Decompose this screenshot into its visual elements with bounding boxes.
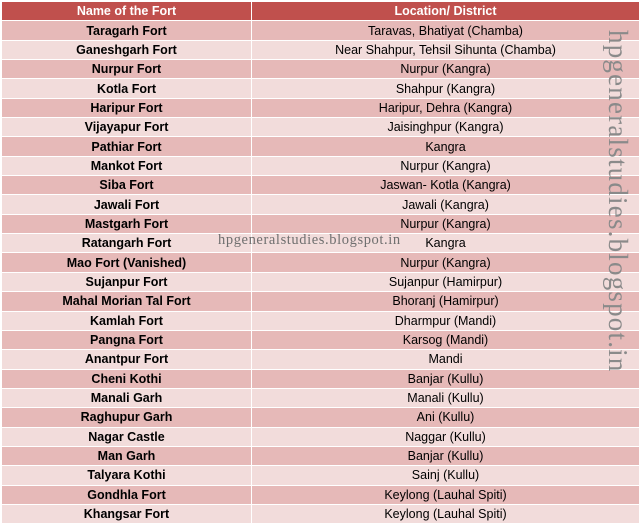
fort-name-cell: Pathiar Fort: [2, 137, 252, 156]
fort-name-cell: Nagar Castle: [2, 427, 252, 446]
table-row: [2, 388, 640, 407]
fort-name-cell: Talyara Kothi: [2, 466, 252, 485]
fort-name-cell: Mahal Morian Tal Fort: [2, 292, 252, 311]
table-row: [2, 272, 640, 291]
location-cell: Kangra: [252, 234, 640, 253]
location-cell: Keylong (Lauhal Spiti): [252, 485, 640, 504]
location-cell: Banjar (Kullu): [252, 446, 640, 465]
table-row: [2, 40, 640, 59]
location-cell: Kangra: [252, 137, 640, 156]
table-row: [2, 504, 640, 523]
table-row: [2, 292, 640, 311]
table-body: [2, 21, 640, 524]
fort-name-cell: Raghupur Garh: [2, 408, 252, 427]
fort-name-cell: Khangsar Fort: [2, 504, 252, 523]
fort-name-cell: Haripur Fort: [2, 98, 252, 117]
table-row: [2, 195, 640, 214]
table-row: [2, 98, 640, 117]
location-cell: Sujanpur (Hamirpur): [252, 272, 640, 291]
location-cell: Ani (Kullu): [252, 408, 640, 427]
location-cell: Jaisinghpur (Kangra): [252, 118, 640, 137]
table-row: [2, 60, 640, 79]
location-cell: Near Shahpur, Tehsil Sihunta (Chamba): [252, 40, 640, 59]
table-row: [2, 21, 640, 40]
table-row: [2, 466, 640, 485]
fort-name-cell: Kotla Fort: [2, 79, 252, 98]
fort-name-cell: Man Garh: [2, 446, 252, 465]
location-cell: Sainj (Kullu): [252, 466, 640, 485]
fort-name-cell: Gondhla Fort: [2, 485, 252, 504]
location-cell: Jaswan- Kotla (Kangra): [252, 176, 640, 195]
location-cell: Nurpur (Kangra): [252, 214, 640, 233]
location-cell: Manali (Kullu): [252, 388, 640, 407]
fort-name-cell: Jawali Fort: [2, 195, 252, 214]
fort-name-cell: Manali Garh: [2, 388, 252, 407]
watermark-vertical: hpgeneralstudies.blogspot.in: [603, 30, 633, 373]
watermark-horizontal: hpgeneralstudies.blogspot.in: [218, 232, 401, 248]
fort-name-cell: Mao Fort (Vanished): [2, 253, 252, 272]
location-cell: Bhoranj (Hamirpur): [252, 292, 640, 311]
fort-name-cell: Anantpur Fort: [2, 350, 252, 369]
location-cell: Nurpur (Kangra): [252, 156, 640, 175]
fort-name-cell: Ratangarh Fort: [2, 234, 252, 253]
fort-name-cell: Mastgarh Fort: [2, 214, 252, 233]
table-row: [2, 408, 640, 427]
fort-name-cell: Vijayapur Fort: [2, 118, 252, 137]
table-row: [2, 253, 640, 272]
table-row: [2, 350, 640, 369]
table-row: [2, 427, 640, 446]
location-cell: Haripur, Dehra (Kangra): [252, 98, 640, 117]
table-row: [2, 79, 640, 98]
header-row: [2, 2, 640, 21]
table-row: [2, 214, 640, 233]
table-row: [2, 446, 640, 465]
table-row: [2, 118, 640, 137]
location-cell: Nurpur (Kangra): [252, 253, 640, 272]
fort-name-cell: Siba Fort: [2, 176, 252, 195]
table-row: [2, 330, 640, 349]
table-row: [2, 369, 640, 388]
forts-table: [1, 1, 640, 524]
table-row: [2, 137, 640, 156]
fort-name-cell: Taragarh Fort: [2, 21, 252, 40]
table-header: [2, 2, 640, 21]
location-cell: Naggar (Kullu): [252, 427, 640, 446]
fort-name-cell: Mankot Fort: [2, 156, 252, 175]
column-header-location: Location/ District: [252, 2, 640, 21]
fort-name-cell: Kamlah Fort: [2, 311, 252, 330]
fort-name-cell: Cheni Kothi: [2, 369, 252, 388]
fort-name-cell: Nurpur Fort: [2, 60, 252, 79]
location-cell: Shahpur (Kangra): [252, 79, 640, 98]
table-row: [2, 176, 640, 195]
table-row: [2, 156, 640, 175]
column-header-name: Name of the Fort: [2, 2, 252, 21]
table-row: [2, 311, 640, 330]
location-cell: Taravas, Bhatiyat (Chamba): [252, 21, 640, 40]
location-cell: Nurpur (Kangra): [252, 60, 640, 79]
location-cell: Banjar (Kullu): [252, 369, 640, 388]
location-cell: Mandi: [252, 350, 640, 369]
fort-name-cell: Pangna Fort: [2, 330, 252, 349]
location-cell: Jawali (Kangra): [252, 195, 640, 214]
location-cell: Dharmpur (Mandi): [252, 311, 640, 330]
table-row: [2, 485, 640, 504]
location-cell: Karsog (Mandi): [252, 330, 640, 349]
location-cell: Keylong (Lauhal Spiti): [252, 504, 640, 523]
fort-name-cell: Ganeshgarh Fort: [2, 40, 252, 59]
fort-name-cell: Sujanpur Fort: [2, 272, 252, 291]
